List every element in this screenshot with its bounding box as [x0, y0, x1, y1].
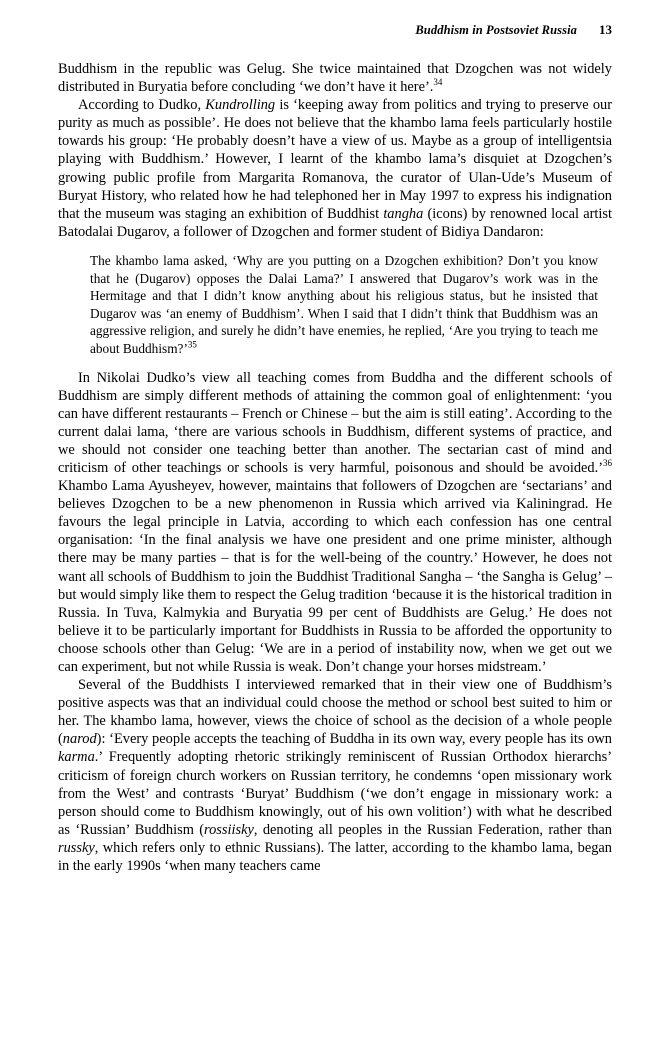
- paragraph-1: [58, 60, 612, 96]
- paragraph-4-text-c: .’ Frequently adopting rhetoric strikingly reminiscent of Russian Orthodox hierarchs’ criticism of foreign church workers on Russian territory, he condemns ‘open missionary work from the West’ and contrasts ‘Buryat’ Buddhism (‘we don’t engage in missionary work: a person should come to Buddhism knowingly, out of his own volition’) with what he described as ‘Russian’ Buddhism (: [58, 749, 612, 838]
- paragraph-4-italic-karma: karma: [58, 749, 95, 766]
- paragraph-2: [58, 96, 612, 241]
- paragraph-2-text-c: (icons) by renowned local artist Batodalai Dugarov, a follower of Dzogchen and former student of Bidiya Dandaron:: [58, 205, 612, 240]
- running-title: Buddhism in Postsoviet Russia: [415, 23, 577, 37]
- block-quote: [58, 252, 612, 358]
- paragraph-1-text: Buddhism in the republic was Gelug. She twice maintained that Dzogchen was not widely distributed in Buryatia before concluding ‘we don’t have it here’.: [58, 61, 612, 96]
- paragraph-4-text-a: Several of the Buddhists I interviewed remarked that in their view one of Buddhism’s positive aspects was that an individual could choose the method or school best suited to him or her. The khambo lama, however, views the choice of school as the decision of a whole people (: [58, 677, 612, 748]
- paragraph-3-text-b: Khambo Lama Ayusheyev, however, maintains that followers of Dzogchen are ‘sectarians’ and believes Dzogchen to be a new phenomenon in Russia which arrived via Kaliningrad. He favours the legal principle in Latvia, according to which each confession has one central organisation: ‘In the final analysis we have one president and one prime minister, although there may be many parties – that is for the well-being of the country.’ However, he does not want all schools of Buddhism to join the Buddhist Traditional Sangha – ‘the Sangha is Gelug’ – but would simply like them to respect the Gelug tradition ‘because it is the historical tradition in Russia. In Tuva, Kalmykia and Buryatia 99 per cent of Buddhists are Gelug.’ He does not believe it to be particularly important for Buddhists in Russia to be afforded the opportunity to choose schools other than Gelug: ‘We are in a period of instability now, when we get out we can experiment, but not while Russia is weak. Don’t change your horses midstream.’: [58, 478, 612, 675]
- paragraph-4-italic-rossiisky: rossiisky: [204, 821, 254, 838]
- block-quote-text: The khambo lama asked, ‘Why are you putting on a Dzogchen exhibition? Don’t you know that he (Dugarov) opposes the Dalai Lama?’ I answered that Dugarov’s work was in the Hermitage and that I didn’t know anything about his religious status, but he insisted that Dugarov was ‘an enemy of Buddhism’. When I said that I didn’t think that Buddhism was an aggressive religion, and surely he didn’t have enemies, he replied, ‘Are you trying to teach me about Buddhism?’: [90, 252, 598, 356]
- paragraph-4-text-d: , denoting all peoples in the Russian Federation, rather than: [253, 821, 612, 838]
- footnote-marker-36: 36: [603, 458, 612, 469]
- paragraph-2-text-b: is ‘keeping away from politics and trying to preserve our purity as much as possible’. He does not believe that the khambo lama feels particularly hostile towards his group: ‘He probably doesn’t have a view of us. Maybe as a group of intelligentsia playing with Buddhism.’ However, I learnt of the khambo lama’s disquiet at Dzogchen’s growing public profile from Margarita Romanova, the curator of Ulan-Ude’s Museum of Buryat History, who related how he had telephoned her in May 1997 to express his indignation that the museum was staging an exhibition of Buddhist: [58, 97, 612, 222]
- block-quote-paragraph: [90, 252, 598, 358]
- footnote-marker-35: 35: [187, 339, 197, 350]
- page-header: [58, 22, 612, 38]
- paragraph-4-text-b: ): ‘Every people accepts the teaching of Buddha in its own way, every people has its own: [96, 731, 612, 748]
- paragraph-2-italic-tangha: tangha: [383, 205, 424, 222]
- paragraph-4: [58, 676, 612, 875]
- footnote-marker-34: 34: [433, 77, 443, 88]
- paragraph-4-text-e: , which refers only to ethnic Russians). The latter, according to the khambo lama, began in the early 1990s ‘when many teachers came: [58, 839, 612, 875]
- paragraph-2-text-a: According to Dudko,: [78, 97, 206, 114]
- paragraph-3-text-a: In Nikolai Dudko’s view all teaching comes from Buddha and the different schools of Buddhism are simply different methods of attaining the common goal of enlightenment: ‘you can have different restaurants – French or Chinese – but the aim is still eating’. According to the current dalai lama, ‘there are various schools in Buddhism, different systems of practice, and we should not consider one teaching better than another. The sectarian cast of mind and criticism of other teachings or schools is very harmful, poisonous and should be avoided.’: [58, 369, 612, 476]
- paragraph-3: [58, 369, 612, 677]
- paragraph-2-italic-kundrolling: Kundrolling: [205, 97, 276, 114]
- paragraph-4-italic-russky: russky: [58, 839, 95, 856]
- paragraph-4-italic-narod: narod: [62, 731, 97, 748]
- body-text: [58, 60, 612, 875]
- page-number: 13: [599, 22, 612, 37]
